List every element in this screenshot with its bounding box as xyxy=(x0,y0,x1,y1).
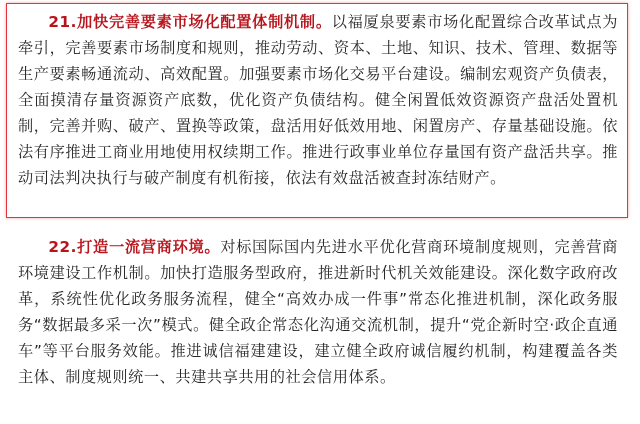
paragraph-section-22 xyxy=(18,234,618,390)
section-heading-21: 21.加快完善要素市场化配置体制机制。 xyxy=(48,13,332,31)
paragraph-section-21 xyxy=(18,9,618,191)
section-body-22: 对标国际国内先进水平优化营商环境制度规则，完善营商环境建设工作机制。加快打造服务型政府，推进新时代机关效能建设。深化数字政府改革，系统性优化政务服务流程，健全“高效办成一件事”常态化推进机制，深化政务服务“数据最多采一次”模式。健全政企常态化沟通交流机制，提升“党企新时空·政企直通车”等平台服务效能。推进诚信福建建设，建立健全政府诚信履约机制，构建覆盖各类主体、制度规则统一、共建共享共用的社会信用体系。 xyxy=(18,238,618,386)
section-heading-22: 22.打造一流营商环境。 xyxy=(48,238,221,256)
section-body-21: 以福厦泉要素市场化配置综合改革试点为牵引，完善要素市场制度和规则，推动劳动、资本、土地、知识、技术、管理、数据等生产要素畅通流动、高效配置。加强要素市场化交易平台建设。编制宏观资产负债表，全面摸清存量资源资产底数，优化资产负债结构。健全闲置低效资源资产盘活处置机制，完善并购、破产、置换等政策，盘活用好低效用地、闲置房产、存量基础设施。依法有序推进工商业用地使用权续期工作。推进行政事业单位存量国有资产盘活共享。推动司法判决执行与破产制度有机衔接，依法有效盘活被查封冻结财产。 xyxy=(18,13,618,187)
